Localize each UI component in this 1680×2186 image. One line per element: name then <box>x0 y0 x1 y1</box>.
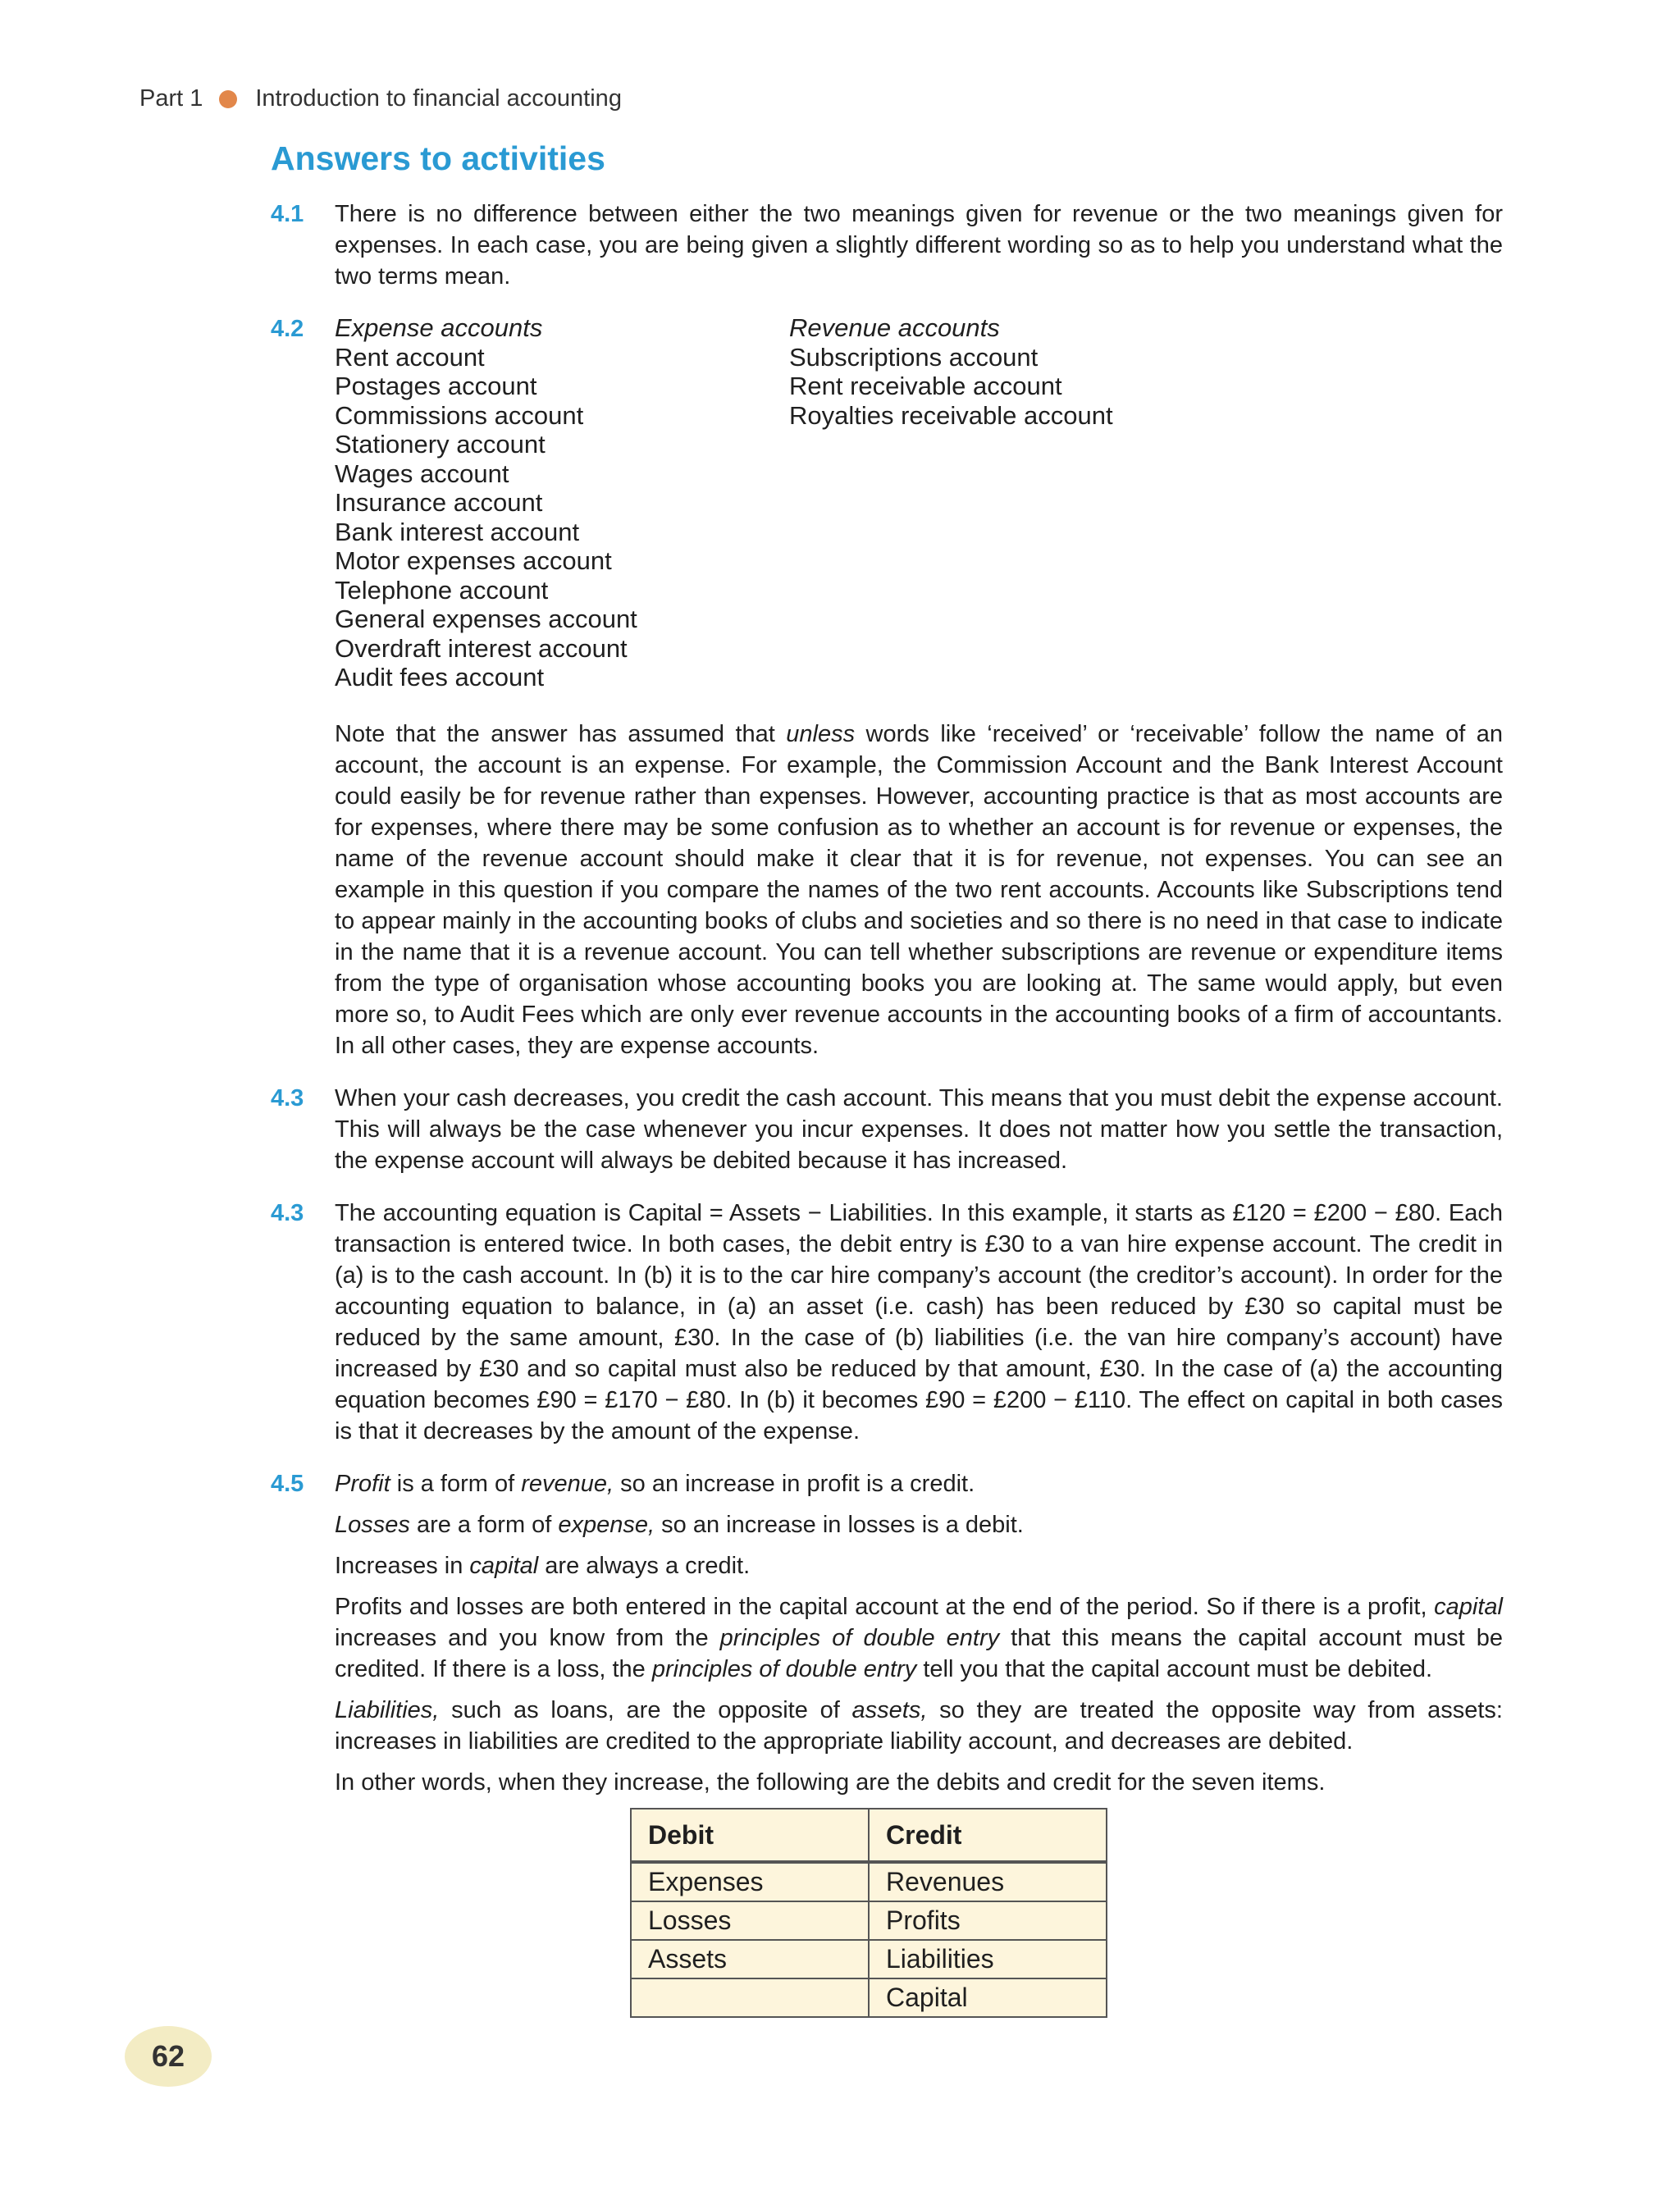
answer-paragraph: Liabilities, such as loans, are the opposite of assets, so they are treated the opposite way from assets: increases in liabilities are credited to the appropriate liability account, and decreases are debited. <box>335 1696 1503 1755</box>
table-header-credit: Credit <box>869 1809 1107 1862</box>
expense-accounts-heading: Expense accounts <box>335 313 543 342</box>
table-cell: Assets <box>631 1940 869 1978</box>
answer-body <box>335 1468 1503 2018</box>
bullet-dot-icon <box>219 90 237 108</box>
expense-account-item: Audit fees account <box>335 663 545 691</box>
answer-body <box>335 199 1503 292</box>
answer-number: 4.1 <box>271 201 304 227</box>
table-cell: Capital <box>869 1978 1107 2017</box>
note-text: Note that the answer has assumed that <box>335 720 787 747</box>
expense-accounts-column <box>335 313 789 692</box>
expense-account-item: Wages account <box>335 459 509 488</box>
answers-content <box>271 199 1503 2039</box>
table-cell: Profits <box>869 1901 1107 1940</box>
part-title: Introduction to financial accounting <box>255 85 622 112</box>
page-number: 62 <box>125 2026 212 2087</box>
table-cell <box>631 1978 869 2017</box>
answer-text: There is no difference between either the two meanings given for revenue or the two meanings given for expenses. In each case, you are being given a slightly different wording so as to help you understand what the two terms mean. <box>335 201 1503 290</box>
answer-paragraph: In other words, when they increase, the following are the debits and credit for the seven items. <box>335 1768 1326 1796</box>
revenue-account-item: Royalties receivable account <box>789 400 1113 430</box>
answer-4-3-second <box>271 1198 1503 1447</box>
table-cell: Liabilities <box>869 1940 1107 1978</box>
debit-credit-table <box>630 1808 1107 2018</box>
answer-number: 4.3 <box>271 1084 304 1111</box>
table-row <box>631 1862 1107 1901</box>
table-row <box>631 1978 1107 2017</box>
revenue-account-item: Subscriptions account <box>789 342 1039 372</box>
table-row <box>631 1901 1107 1940</box>
answer-number: 4.2 <box>271 316 304 342</box>
expense-account-item: Insurance account <box>335 488 543 517</box>
expense-account-item: Stationery account <box>335 430 546 459</box>
table-header-debit: Debit <box>631 1809 869 1862</box>
part-label: Part 1 <box>139 85 203 112</box>
table-header-row <box>631 1809 1107 1862</box>
expense-account-item: Telephone account <box>335 575 549 605</box>
expense-account-item: Bank interest account <box>335 517 580 546</box>
expense-account-item: Overdraft interest account <box>335 633 628 663</box>
note-emphasis: unless <box>786 720 856 747</box>
expense-account-item: Postages account <box>335 372 537 400</box>
table-cell: Revenues <box>869 1862 1107 1901</box>
table-cell: Losses <box>631 1901 869 1940</box>
section-title: Answers to activities <box>271 139 605 177</box>
running-head <box>139 85 622 112</box>
table-cell: Expenses <box>631 1862 869 1901</box>
expense-account-item: General expenses account <box>335 605 637 633</box>
answer-paragraph: Profit is a form of revenue, so an increase in profit is a credit. <box>335 1470 975 1497</box>
revenue-accounts-heading: Revenue accounts <box>789 313 1000 342</box>
answer-number: 4.5 <box>271 1470 304 1497</box>
expense-account-item: Commissions account <box>335 400 584 430</box>
table-row <box>631 1940 1107 1978</box>
answer-paragraph: Increases in capital are always a credit. <box>335 1552 751 1579</box>
account-lists <box>335 313 1503 692</box>
expense-account-item: Rent account <box>335 342 485 372</box>
expense-account-item: Motor expenses account <box>335 546 612 575</box>
answer-note <box>335 719 1503 1061</box>
answer-4-5 <box>271 1468 1503 2018</box>
answer-text: The accounting equation is Capital = Assets − Liabilities. In this example, it starts as £120 = £200 − £80. Each transaction is entered twice. In both cases, the debit entry is £30 to a van hire expense account. The credit in (a) is to the cash account. In (b) it is to the car hire company’s account (the creditor’s account). In order for the accounting equation to balance, in (a) an asset (i.e. cash) has been reduced by £30 so capital must be reduced by the same amount, £30. In the case of (b) liabilities (i.e. the van hire company’s account) have increased by £30 and so capital must also be reduced by that amount, £30. In the case of (a) the accounting equation becomes £90 = £170 − £80. In (b) it becomes £90 = £200 − £110. The effect on capital in both cases is that it decreases by the amount of the expense. <box>335 1199 1503 1444</box>
note-text: words like ‘received’ or ‘receivable’ follow the name of an account, the account is an expense. For example, the Commission Account and the Bank Interest Account could easily be for revenue rather than expenses. However, accounting practice is that as most accounts are for expenses, where there may be some confusion as to whether an account is for revenue or expenses, the name of the revenue account should make it clear that it is for revenue, not expenses. You can see an example in this question if you compare the names of the two rent accounts. Accounts like Subscriptions tend to appear mainly in the accounting books of clubs and societies and so there is no need in that case to indicate in the name that it is a revenue account. You can tell whether subscriptions are revenue or expenditure items from the type of organisation whose accounting books you are looking at. The same would apply, but even more so, to Audit Fees which are only ever revenue accounts in the accounting books of a firm of accountants. In all other cases, they are expense accounts. <box>335 720 1503 1059</box>
answer-text: When your cash decreases, you credit the cash account. This means that you must debit the expense account. This will always be the case whenever you incur expenses. It does not matter how you settle the transaction, the expense account will always be debited because it has increased. <box>335 1084 1503 1174</box>
answer-body <box>335 1198 1503 1447</box>
answer-4-1 <box>271 199 1503 292</box>
answer-paragraph: Profits and losses are both entered in the capital account at the end of the period. So if there is a profit, capital increases and you know from the principles of double entry that this means the capital account must be credited. If there is a loss, the principles of double entry tell you that the capital account must be debited. <box>335 1593 1503 1682</box>
answer-number: 4.3 <box>271 1199 304 1226</box>
revenue-account-item: Rent receivable account <box>789 372 1062 400</box>
answer-4-3-first <box>271 1083 1503 1176</box>
answer-paragraph: Losses are a form of expense, so an increase in losses is a debit. <box>335 1511 1024 1538</box>
answer-4-2 <box>271 313 1503 1061</box>
revenue-accounts-column <box>789 313 1244 692</box>
answer-body <box>335 1083 1503 1176</box>
answer-body <box>335 313 1503 1061</box>
